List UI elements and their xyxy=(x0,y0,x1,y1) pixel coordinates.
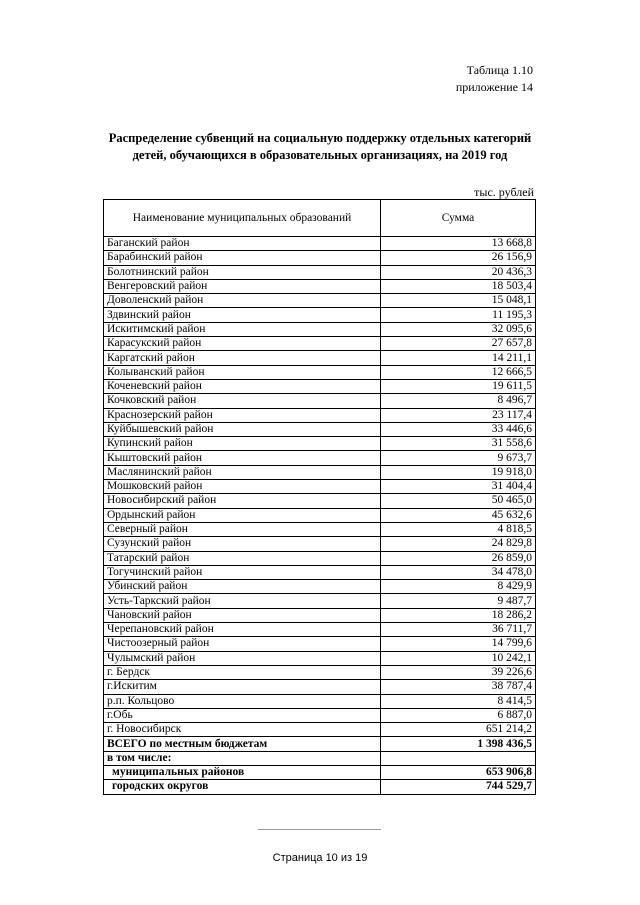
subvention-amount: 34 478,0 xyxy=(381,565,536,579)
table-row xyxy=(104,694,536,708)
municipality-name: Мошковский район xyxy=(104,480,381,494)
municipality-name: Венгеровский район xyxy=(104,279,381,293)
table-row xyxy=(104,780,536,794)
table-row xyxy=(104,422,536,436)
subvention-amount: 38 787,4 xyxy=(381,680,536,694)
table-row xyxy=(104,651,536,665)
municipality-name: Купинский район xyxy=(104,437,381,451)
municipality-name: ВСЕГО по местным бюджетам xyxy=(104,737,381,751)
table-row xyxy=(104,594,536,608)
subvention-amount: 14 211,1 xyxy=(381,351,536,365)
column-header-sum: Сумма xyxy=(381,200,536,237)
municipality-name: Кыштовский район xyxy=(104,451,381,465)
subvention-amount: 26 859,0 xyxy=(381,551,536,565)
page-number: Страница 10 из 19 xyxy=(272,852,368,864)
subvention-amount: 4 818,5 xyxy=(381,522,536,536)
municipality-name: Маслянинский район xyxy=(104,465,381,479)
municipality-name: городских округов xyxy=(104,780,381,794)
municipality-name: Ордынский район xyxy=(104,508,381,522)
municipality-name: Карасукский район xyxy=(104,337,381,351)
subvention-amount: 33 446,6 xyxy=(381,422,536,436)
subvention-amount: 6 887,0 xyxy=(381,708,536,722)
municipality-name: муниципальных районов xyxy=(104,765,381,779)
municipality-name: в том числе: xyxy=(104,751,381,765)
table-row xyxy=(104,494,536,508)
table-row xyxy=(104,337,536,351)
subvention-amount: 26 156,9 xyxy=(381,251,536,265)
subvention-amount: 45 632,6 xyxy=(381,508,536,522)
table-row xyxy=(104,451,536,465)
table-row xyxy=(104,394,536,408)
table-row xyxy=(104,465,536,479)
table-row xyxy=(104,637,536,651)
table-row xyxy=(104,737,536,751)
table-row xyxy=(104,365,536,379)
municipality-name: Убинский район xyxy=(104,580,381,594)
municipality-name: Доволенский район xyxy=(104,294,381,308)
document-title xyxy=(100,130,540,164)
table-row xyxy=(104,437,536,451)
municipality-name: Колыванский район xyxy=(104,365,381,379)
municipality-name: Чулымский район xyxy=(104,651,381,665)
table-header-row xyxy=(104,200,536,237)
table-row xyxy=(104,565,536,579)
municipality-name: Болотнинский район xyxy=(104,265,381,279)
subvention-amount: 31 404,4 xyxy=(381,480,536,494)
table-row xyxy=(104,508,536,522)
subvention-amount: 32 095,6 xyxy=(381,322,536,336)
table-row xyxy=(104,551,536,565)
subvention-amount: 8 429,9 xyxy=(381,580,536,594)
municipality-name: Тогучинский район xyxy=(104,565,381,579)
table-row xyxy=(104,351,536,365)
municipality-name: Усть-Таркский район xyxy=(104,594,381,608)
municipality-name: Искитимский район xyxy=(104,322,381,336)
subvention-amount: 50 465,0 xyxy=(381,494,536,508)
subvention-amount: 15 048,1 xyxy=(381,294,536,308)
municipality-name: Сузунский район xyxy=(104,537,381,551)
table-row xyxy=(104,623,536,637)
subvention-amount: 19 611,5 xyxy=(381,379,536,393)
column-header-name: Наименование муниципальных образований xyxy=(104,200,381,237)
subvention-amount: 651 214,2 xyxy=(381,723,536,737)
subvention-amount: 23 117,4 xyxy=(381,408,536,422)
municipality-name: Чистоозерный район xyxy=(104,637,381,651)
municipality-name: Здвинский район xyxy=(104,308,381,322)
table-row xyxy=(104,680,536,694)
municipality-name: Татарский район xyxy=(104,551,381,565)
table-row xyxy=(104,294,536,308)
subvention-amount: 8 496,7 xyxy=(381,394,536,408)
table-row xyxy=(104,665,536,679)
title-line-2: детей, обучающихся в образовательных организациях, на 2019 год xyxy=(132,148,508,162)
table-row xyxy=(104,537,536,551)
subvention-amount: 14 799,6 xyxy=(381,637,536,651)
municipality-name: Новосибирский район xyxy=(104,494,381,508)
subvention-amount: 10 242,1 xyxy=(381,651,536,665)
appendix-label: приложение 14 xyxy=(455,80,533,94)
subvention-amount: 8 414,5 xyxy=(381,694,536,708)
table-row xyxy=(104,580,536,594)
table-row xyxy=(104,379,536,393)
subvention-amount: 18 503,4 xyxy=(381,279,536,293)
table-row xyxy=(104,322,536,336)
municipality-name: Кочковский район xyxy=(104,394,381,408)
municipality-name: Чановский район xyxy=(104,608,381,622)
table-row xyxy=(104,522,536,536)
table-number: Таблица 1.10 xyxy=(466,63,533,77)
subvention-amount: 653 906,8 xyxy=(381,765,536,779)
municipality-name: г. Бердск xyxy=(104,665,381,679)
municipality-name: г.Искитим xyxy=(104,680,381,694)
title-line-1: Распределение субвенций на социальную поддержку отдельных категорий xyxy=(108,131,532,145)
subvention-amount: 744 529,7 xyxy=(381,780,536,794)
municipality-name: г. Новосибирск xyxy=(104,723,381,737)
subvention-amount xyxy=(381,751,536,765)
municipality-name: г.Обь xyxy=(104,708,381,722)
subvention-amount: 36 711,7 xyxy=(381,623,536,637)
subvention-table xyxy=(103,199,536,795)
table-row xyxy=(104,608,536,622)
subvention-amount: 1 398 436,5 xyxy=(381,737,536,751)
subvention-amount: 19 918,0 xyxy=(381,465,536,479)
municipality-name: Краснозерский район xyxy=(104,408,381,422)
table-row xyxy=(104,237,536,251)
subvention-amount: 27 657,8 xyxy=(381,337,536,351)
table-row xyxy=(104,480,536,494)
table-row xyxy=(104,279,536,293)
subvention-amount: 12 666,5 xyxy=(381,365,536,379)
table-row xyxy=(104,708,536,722)
subvention-amount: 39 226,6 xyxy=(381,665,536,679)
subvention-amount: 13 668,8 xyxy=(381,237,536,251)
table-row xyxy=(104,251,536,265)
municipality-name: Северный район xyxy=(104,522,381,536)
subvention-amount: 9 673,7 xyxy=(381,451,536,465)
table-row xyxy=(104,308,536,322)
municipality-name: Баганский район xyxy=(104,237,381,251)
subvention-amount: 24 829,8 xyxy=(381,537,536,551)
subvention-amount: 18 286,2 xyxy=(381,608,536,622)
table-row xyxy=(104,765,536,779)
subvention-amount: 11 195,3 xyxy=(381,308,536,322)
municipality-name: Барабинский район xyxy=(104,251,381,265)
subvention-amount: 31 558,6 xyxy=(381,437,536,451)
table-row xyxy=(104,408,536,422)
municipality-name: Коченевский район xyxy=(104,379,381,393)
table-body xyxy=(104,237,536,795)
municipality-name: Черепановский район xyxy=(104,623,381,637)
table-row xyxy=(104,265,536,279)
units-label: тыс. рублей xyxy=(474,185,534,199)
table-row xyxy=(104,751,536,765)
subvention-amount: 20 436,3 xyxy=(381,265,536,279)
municipality-name: р.п. Кольцово xyxy=(104,694,381,708)
footer-divider xyxy=(258,829,381,830)
municipality-name: Куйбышевский район xyxy=(104,422,381,436)
municipality-name: Каргатский район xyxy=(104,351,381,365)
table-row xyxy=(104,723,536,737)
subvention-amount: 9 487,7 xyxy=(381,594,536,608)
